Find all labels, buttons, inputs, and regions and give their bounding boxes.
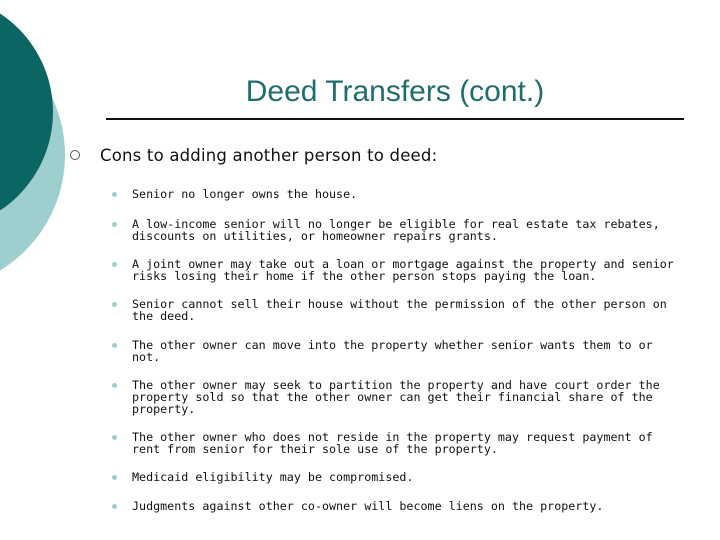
bullet-dot-icon (112, 383, 117, 388)
list-item-text: Senior cannot sell their house without the permission of the other person on the deed. (132, 297, 667, 323)
bullet-dot-icon (112, 192, 117, 197)
main-bullet-icon (70, 150, 80, 160)
list-item-text: Judgments against other co-owner will become liens on the property. (132, 499, 604, 513)
list-item-text: The other owner who does not reside in the property may request payment of rent from senior for their sole use of the property. (132, 430, 653, 456)
list-item-text: Senior no longer owns the house. (132, 187, 358, 201)
bullet-dot-icon (112, 435, 117, 440)
bullet-dot-icon (112, 262, 117, 267)
bullet-dot-icon (112, 302, 117, 307)
bullet-dot-icon (112, 343, 117, 348)
slide-title: Deed Transfers (cont.) (245, 75, 545, 108)
title-underline (106, 118, 684, 120)
bullet-dot-icon (112, 475, 117, 480)
list-item-text: A low-income senior will no longer be eligible for real estate tax rebates, discounts on utilities, or homeowner repairs grants. (132, 217, 660, 243)
list-item-text: The other owner may seek to partition the property and have court order the property sold so that the other owner can get their financial share of the property. (132, 378, 660, 416)
list-item-text: A joint owner may take out a loan or mortgage against the property and senior risks losing their home if the other person stops paying the loan. (132, 257, 674, 283)
bullet-dot-icon (112, 504, 117, 509)
list-item-text: The other owner can move into the property whether senior wants them to or not. (132, 338, 653, 364)
list-item-text: Medicaid eligibility may be compromised. (132, 470, 414, 484)
main-point: Cons to adding another person to deed: (100, 146, 438, 165)
bullet-dot-icon (112, 222, 117, 227)
